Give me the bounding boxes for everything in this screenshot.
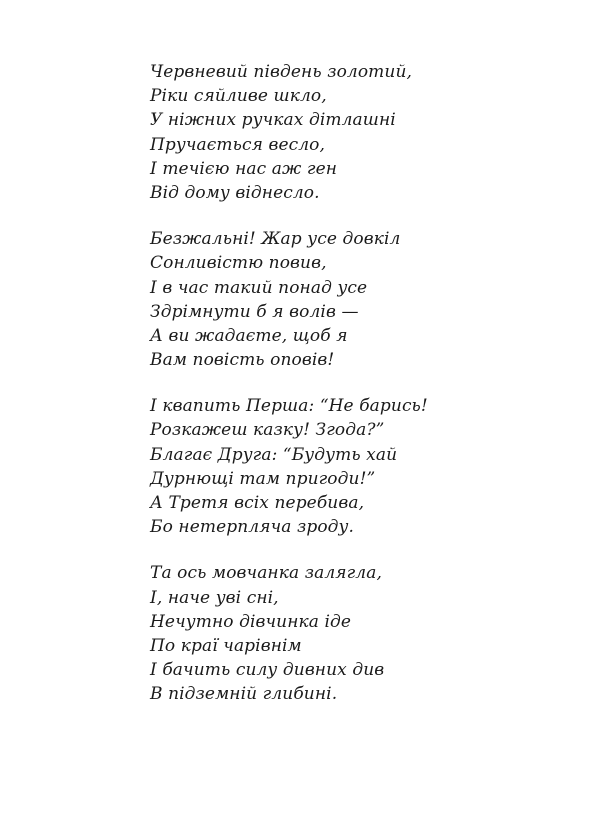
poem-line: Дурнющі там пригоди!”	[150, 468, 376, 489]
poem-line: Червневий південь золотий,	[150, 62, 412, 82]
poem-line: У ніжних ручках дітлашні	[150, 110, 396, 131]
poem-line: І квапить Перша: “Не барись!	[150, 396, 428, 417]
poem-line: По краї чарівнім	[150, 635, 302, 656]
poem-line: І в час такий понад усе	[150, 277, 368, 298]
poem-line: І, наче уві сні,	[150, 587, 279, 608]
poem-line: Сонливістю повив,	[150, 253, 327, 274]
poem-line: Вам повість оповів!	[150, 350, 335, 371]
poem-line: Нечутно дівчинка іде	[150, 611, 352, 632]
poem-line: І течією нас аж ген	[150, 158, 338, 179]
poem-line: А Третя всіх перебива,	[150, 493, 365, 513]
poem-line: І бачить силу дивних див	[150, 660, 385, 681]
stanza-3	[150, 394, 570, 539]
poem-line: Ріки сяйливе шкло,	[150, 86, 327, 107]
poem	[150, 60, 570, 729]
stanza-2	[150, 227, 570, 372]
poem-line: Благає Друга: “Будуть хай	[150, 444, 398, 465]
poem-line: Пручається весло,	[150, 134, 325, 155]
poem-line: В підземній глибині.	[150, 684, 338, 705]
poem-line: Та ось мовчанка залягла,	[150, 563, 382, 584]
poem-line: Здрімнути б я волів —	[150, 301, 359, 322]
stanza-1	[150, 60, 570, 205]
poem-line: А ви жадаєте, щоб я	[150, 325, 348, 346]
poem-line: Від дому віднесло.	[150, 182, 320, 203]
poem-line: Безжальні! Жар усе довкіл	[150, 229, 401, 250]
stanza-4	[150, 561, 570, 706]
poem-line: Розкажеш казку! Згода?”	[150, 420, 385, 441]
poem-line: Бо нетерпляча зроду.	[150, 517, 355, 538]
